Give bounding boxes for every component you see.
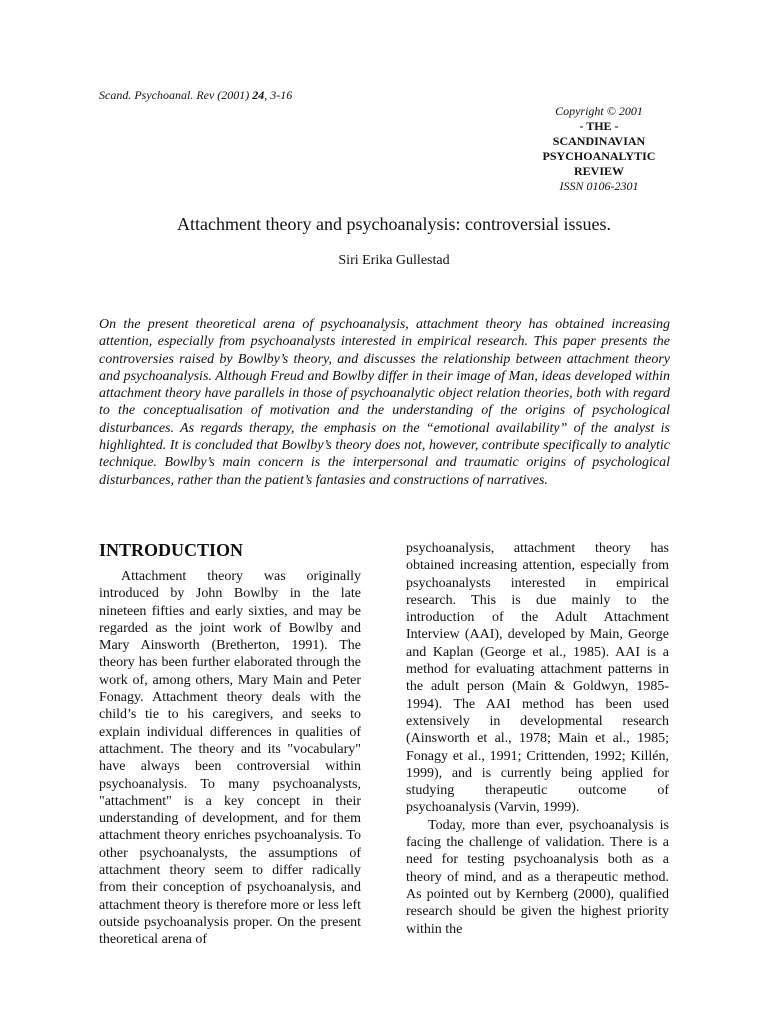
citation-journal: Scand. Psychoanal. Rev (2001) [99, 88, 253, 102]
article-author: Siri Erika Gullestad [338, 253, 450, 268]
article-title: Attachment theory and psychoanalysis: controversial issues. [177, 214, 611, 234]
publisher-line-1: - THE - [579, 119, 619, 133]
publisher-line-3: PSYCHOANALYTIC [542, 149, 656, 163]
paragraph: Today, more than ever, psychoanalysis is facing the challenge of validation. There is a need for testing psychoanalysis both as a theory of mind, and as a therapeutic method. As pointed out by Kernberg (2000), qualified research should be given the highest priority within the [406, 817, 669, 937]
issn: ISSN 0106-2301 [559, 179, 639, 193]
abstract: On the present theoretical arena of psychoanalysis, attachment theory has obtained increasing attention, especially from psychoanalysts interested in empirical research. This paper presents the controversies raised by Bowlby’s theory, and discusses the relationship between attachment theory and psychoanalysis. Although Freud and Bowlby differ in their image of Man, ideas developed within attachment theory have parallels in those of psychoanalytic object relation theories, both with regard to the conceptualisation of motivation and the understanding of the origins of psychological disturbances. As regards therapy, the emphasis on the “emotional availability” of the analyst is highlighted. It is concluded that Bowlby’s theory does not, however, contribute specifically to analytic technique. Bowlby’s main concern is the interpersonal and traumatic origins of psychological disturbances, rather than the patient’s fantasies and constructions of narratives. [99, 317, 670, 488]
paragraph: psychoanalysis, attachment theory has obtained increasing attention, especially from psychoanalysts interested in empirical research. This is due mainly to the introduction of the Adult Attachment Interview (AAI), developed by Main, George and Kaplan (George et al., 1985). AAI is a method for evaluating attachment patterns in the adult person (Main & Goldwyn, 1985-1994). The AAI method has been used extensively in developmental research (Ainsworth et al., 1978; Main et al., 1985; Fonagy et al., 1991; Crittenden, 1992; Killén, 1999), and is currently being applied for studying therapeutic outcome of psychoanalysis (Varvin, 1999). [406, 541, 669, 816]
citation-volume: 24 [252, 88, 265, 102]
copyright-line: Copyright © 2001 [555, 104, 643, 118]
section-heading: INTRODUCTION [99, 540, 244, 560]
journal-citation [99, 88, 292, 103]
citation-pages: , 3-16 [264, 88, 293, 102]
publisher-line-4: REVIEW [573, 164, 624, 178]
left-column [99, 540, 361, 958]
copyright-block [520, 104, 678, 194]
paragraph: Attachment theory was originally introduced by John Bowlby in the late nineteen fifties and early sixties, and may be regarded as the joint work of Bowlby and Mary Ainsworth (Bretherton, 1991). The theory has been further elaborated through the work of, among others, Mary Main and Peter Fonagy. Attachment theory deals with the child’s tie to his caregivers, and seeks to explain individual differences in qualities of attachment. The theory and its "vocabulary" have always been controversial within psychoanalysis. To many psychoanalysts, "attachment" is a key concept in their understanding of development, and for them attachment theory enriches psychoanalysis. To other psychoanalysts, the assumptions of attachment theory seem to differ radically from their conception of psychoanalysis, and attachment theory is therefore more or less left outside psychoanalysis proper. On the present theoretical arena of [99, 569, 361, 948]
right-column [406, 540, 669, 958]
publisher-line-2: SCANDINAVIAN [552, 134, 646, 148]
